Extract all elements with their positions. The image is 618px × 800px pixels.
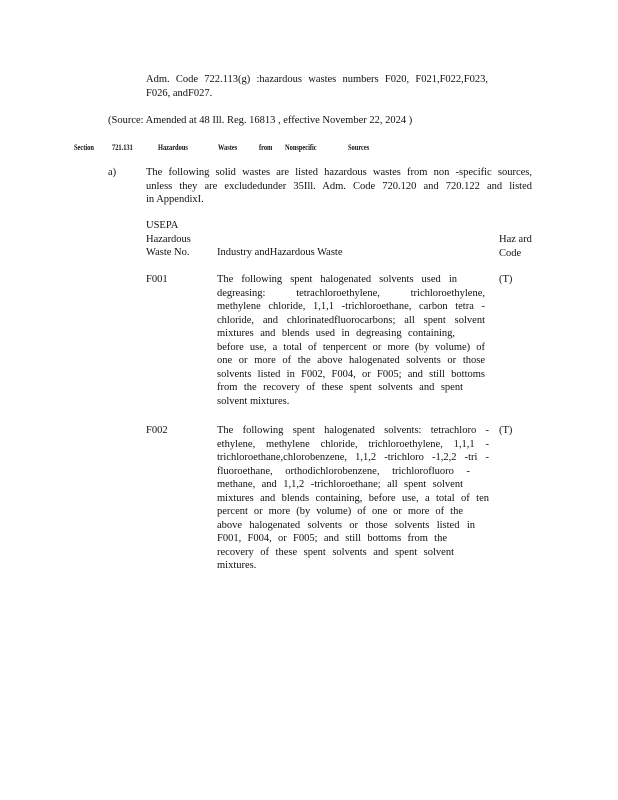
table-header-code	[499, 233, 532, 260]
description-line: methylene chloride, 1,1,1 -trichloroethane, carbon tetra -	[217, 301, 485, 312]
hazard-code: (T)	[499, 274, 513, 285]
description-line: mixtures.	[217, 560, 257, 571]
description-line: mixtures and blends containing, before use, a total of ten	[217, 492, 489, 504]
source-note: (Source: Amended at 48 Ill. Reg. 16813 , effective November 22, 2024 )	[108, 115, 413, 126]
intro-line-1: Adm. Code 722.113(g) :hazardous wastes numbers F020, F021,F022,F023,	[146, 74, 488, 85]
waste-number: F002	[146, 425, 168, 436]
description-line: solvents listed in F002, F004, or F005; and still bottoms	[217, 368, 485, 380]
description-line: The following spent halogenated solvents used in	[217, 274, 457, 285]
description-line: chloride, and chlorinatedfluorocarbons; all spent solvent	[217, 314, 485, 326]
description-line: from the recovery of these spent solvents and spent	[217, 382, 463, 393]
description-line: mixtures and blends used in degreasing containing,	[217, 328, 455, 339]
description-line: F001, F004, or F005; and still bottoms from the	[217, 533, 447, 544]
section-label: Section	[74, 143, 94, 152]
waste-number: F001	[146, 274, 168, 285]
description-line: methane, and 1,1,2 -trichloroethane; all spent solvent	[217, 479, 463, 490]
section-title-word-5: Sources	[348, 143, 370, 152]
description-line: percent or more (by volume) of one or more of the	[217, 506, 463, 517]
section-title-word-2: Wastes	[218, 143, 238, 152]
header-code-line-2: Code	[499, 247, 522, 259]
description-line: one or more of the above halogenated solvents or those	[217, 355, 485, 366]
description-line: ethylene, methylene chloride, trichloroethylene, 1,1,1 -	[217, 438, 489, 450]
hazard-code: (T)	[499, 425, 513, 436]
description-line: trichloroethane,chlorobenzene, 1,1,2 -trichloro -1,2,2 -tri -	[217, 452, 489, 463]
section-number: 721.131	[112, 143, 133, 152]
description-line: recovery of these spent solvents and spent solvent	[217, 546, 454, 558]
paragraph-marker: a)	[108, 167, 117, 178]
paragraph-line-2: unless they are excludedunder 35Ill. Adm. Code 720.120 and 720.122 and listed	[146, 181, 532, 192]
header-waste-no-line-3: Waste No.	[146, 247, 190, 258]
description-line: before use, a total of tenpercent or more (by volume) of	[217, 341, 485, 353]
section-title-word-4: Nonspecific	[285, 143, 317, 152]
paragraph-line-3: in AppendixI.	[146, 194, 204, 205]
row-description	[217, 424, 489, 573]
description-line: above halogenated solvents or those solvents listed in	[217, 519, 475, 531]
description-line: degreasing: tetrachloroethylene, trichloroethylene,	[217, 287, 485, 299]
paragraph-line-1: The following solid wastes are listed hazardous wastes from non -specific sources,	[146, 167, 532, 178]
description-line: solvent mixtures.	[217, 395, 290, 407]
description-line: The following spent halogenated solvents: tetrachloro -	[217, 425, 489, 436]
section-title-word-3: from	[259, 143, 273, 152]
header-code-line-1: Haz ard	[499, 234, 532, 245]
header-waste-no-line-2: Hazardous	[146, 233, 191, 245]
section-title-word-1: Hazardous	[158, 143, 188, 152]
description-line: fluoroethane, orthodichlorobenzene, trichlorofluoro -	[217, 465, 470, 477]
row-description	[217, 273, 485, 408]
header-waste-no-line-1: USEPA	[146, 220, 179, 231]
table-header-industry: Industry andHazardous Waste	[217, 247, 343, 258]
table-header-waste-no	[146, 219, 191, 260]
intro-line-2: F026, andF027.	[146, 88, 213, 99]
